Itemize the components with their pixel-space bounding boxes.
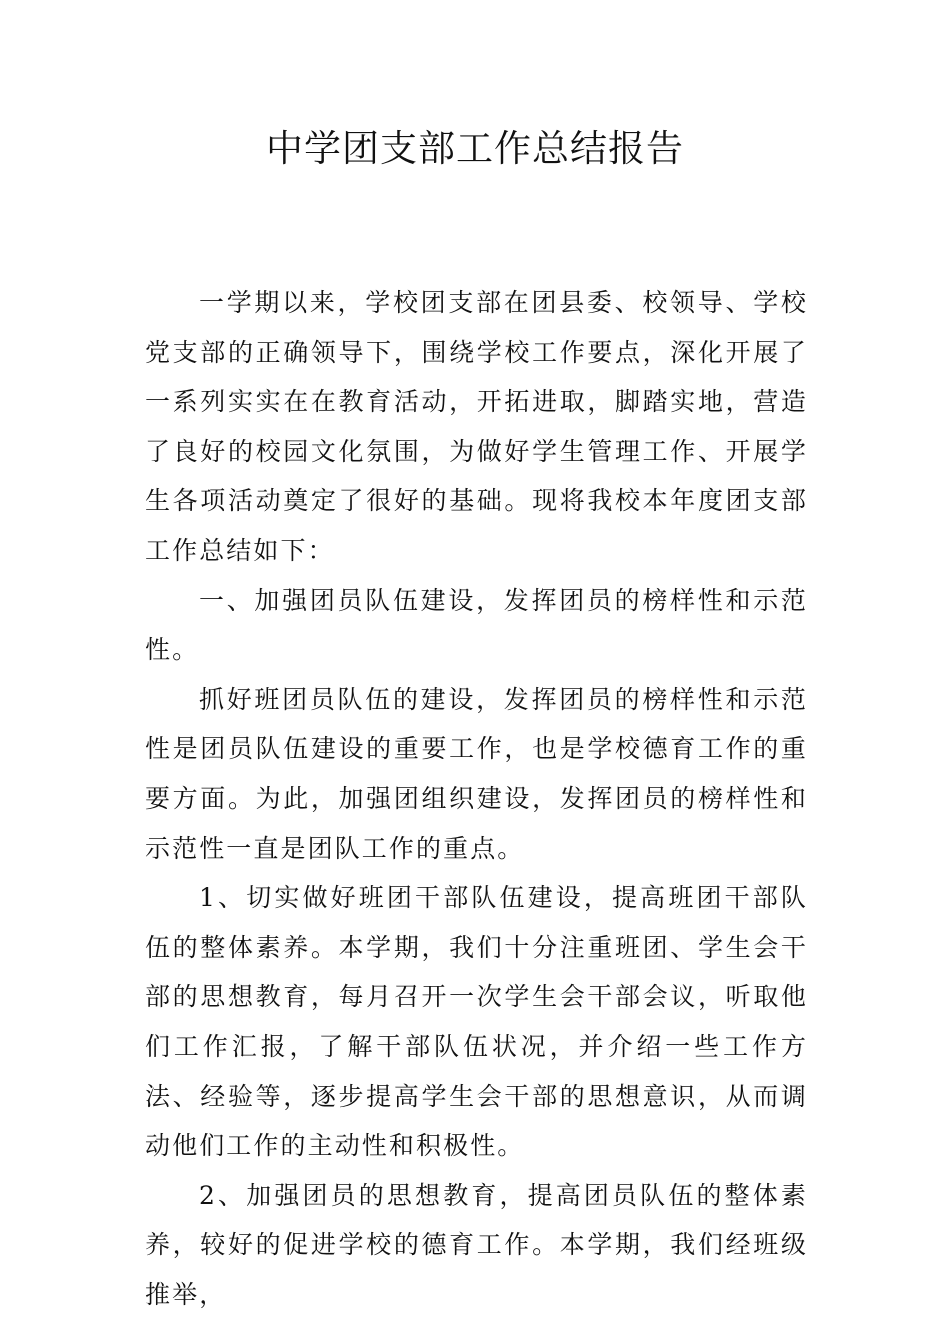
- paragraph-heading-1: 一、加强团员队伍建设，发挥团员的榜样性和示范性。: [145, 585, 808, 665]
- document-body: [145, 278, 808, 1319]
- paragraph-intro: 一学期以来，学校团支部在团县委、校领导、学校党支部的正确领导下，围绕学校工作要点，深化开展了一系列实实在在教育活动，开拓进取，脚踏实地，营造了良好的校园文化氛围，为做好学生管理工作、开展学生各项活动奠定了很好的基础。现将我校本年度团支部工作总结如下：: [145, 288, 808, 565]
- paragraph-item-1: 1、切实做好班团干部队伍建设，提高班团干部队伍的整体素养。本学期，我们十分注重班团、学生会干部的思想教育，每月召开一次学生会干部会议，听取他们工作汇报，了解干部队伍状况，并介绍一些工作方法、经验等，逐步提高学生会干部的思想意识，从而调动他们工作的主动性和积极性。: [145, 883, 808, 1161]
- paragraph-item-2: 2、加强团员的思想教育，提高团员队伍的整体素养，较好的促进学校的德育工作。本学期，我们经班级推举，: [145, 1180, 808, 1309]
- paragraph-team-building: 抓好班团员队伍的建设，发挥团员的榜样性和示范性是团员队伍建设的重要工作，也是学校德育工作的重要方面。为此，加强团组织建设，发挥团员的榜样性和示范性一直是团队工作的重点。: [145, 684, 808, 863]
- document-title: 中学团支部工作总结报告: [266, 127, 684, 170]
